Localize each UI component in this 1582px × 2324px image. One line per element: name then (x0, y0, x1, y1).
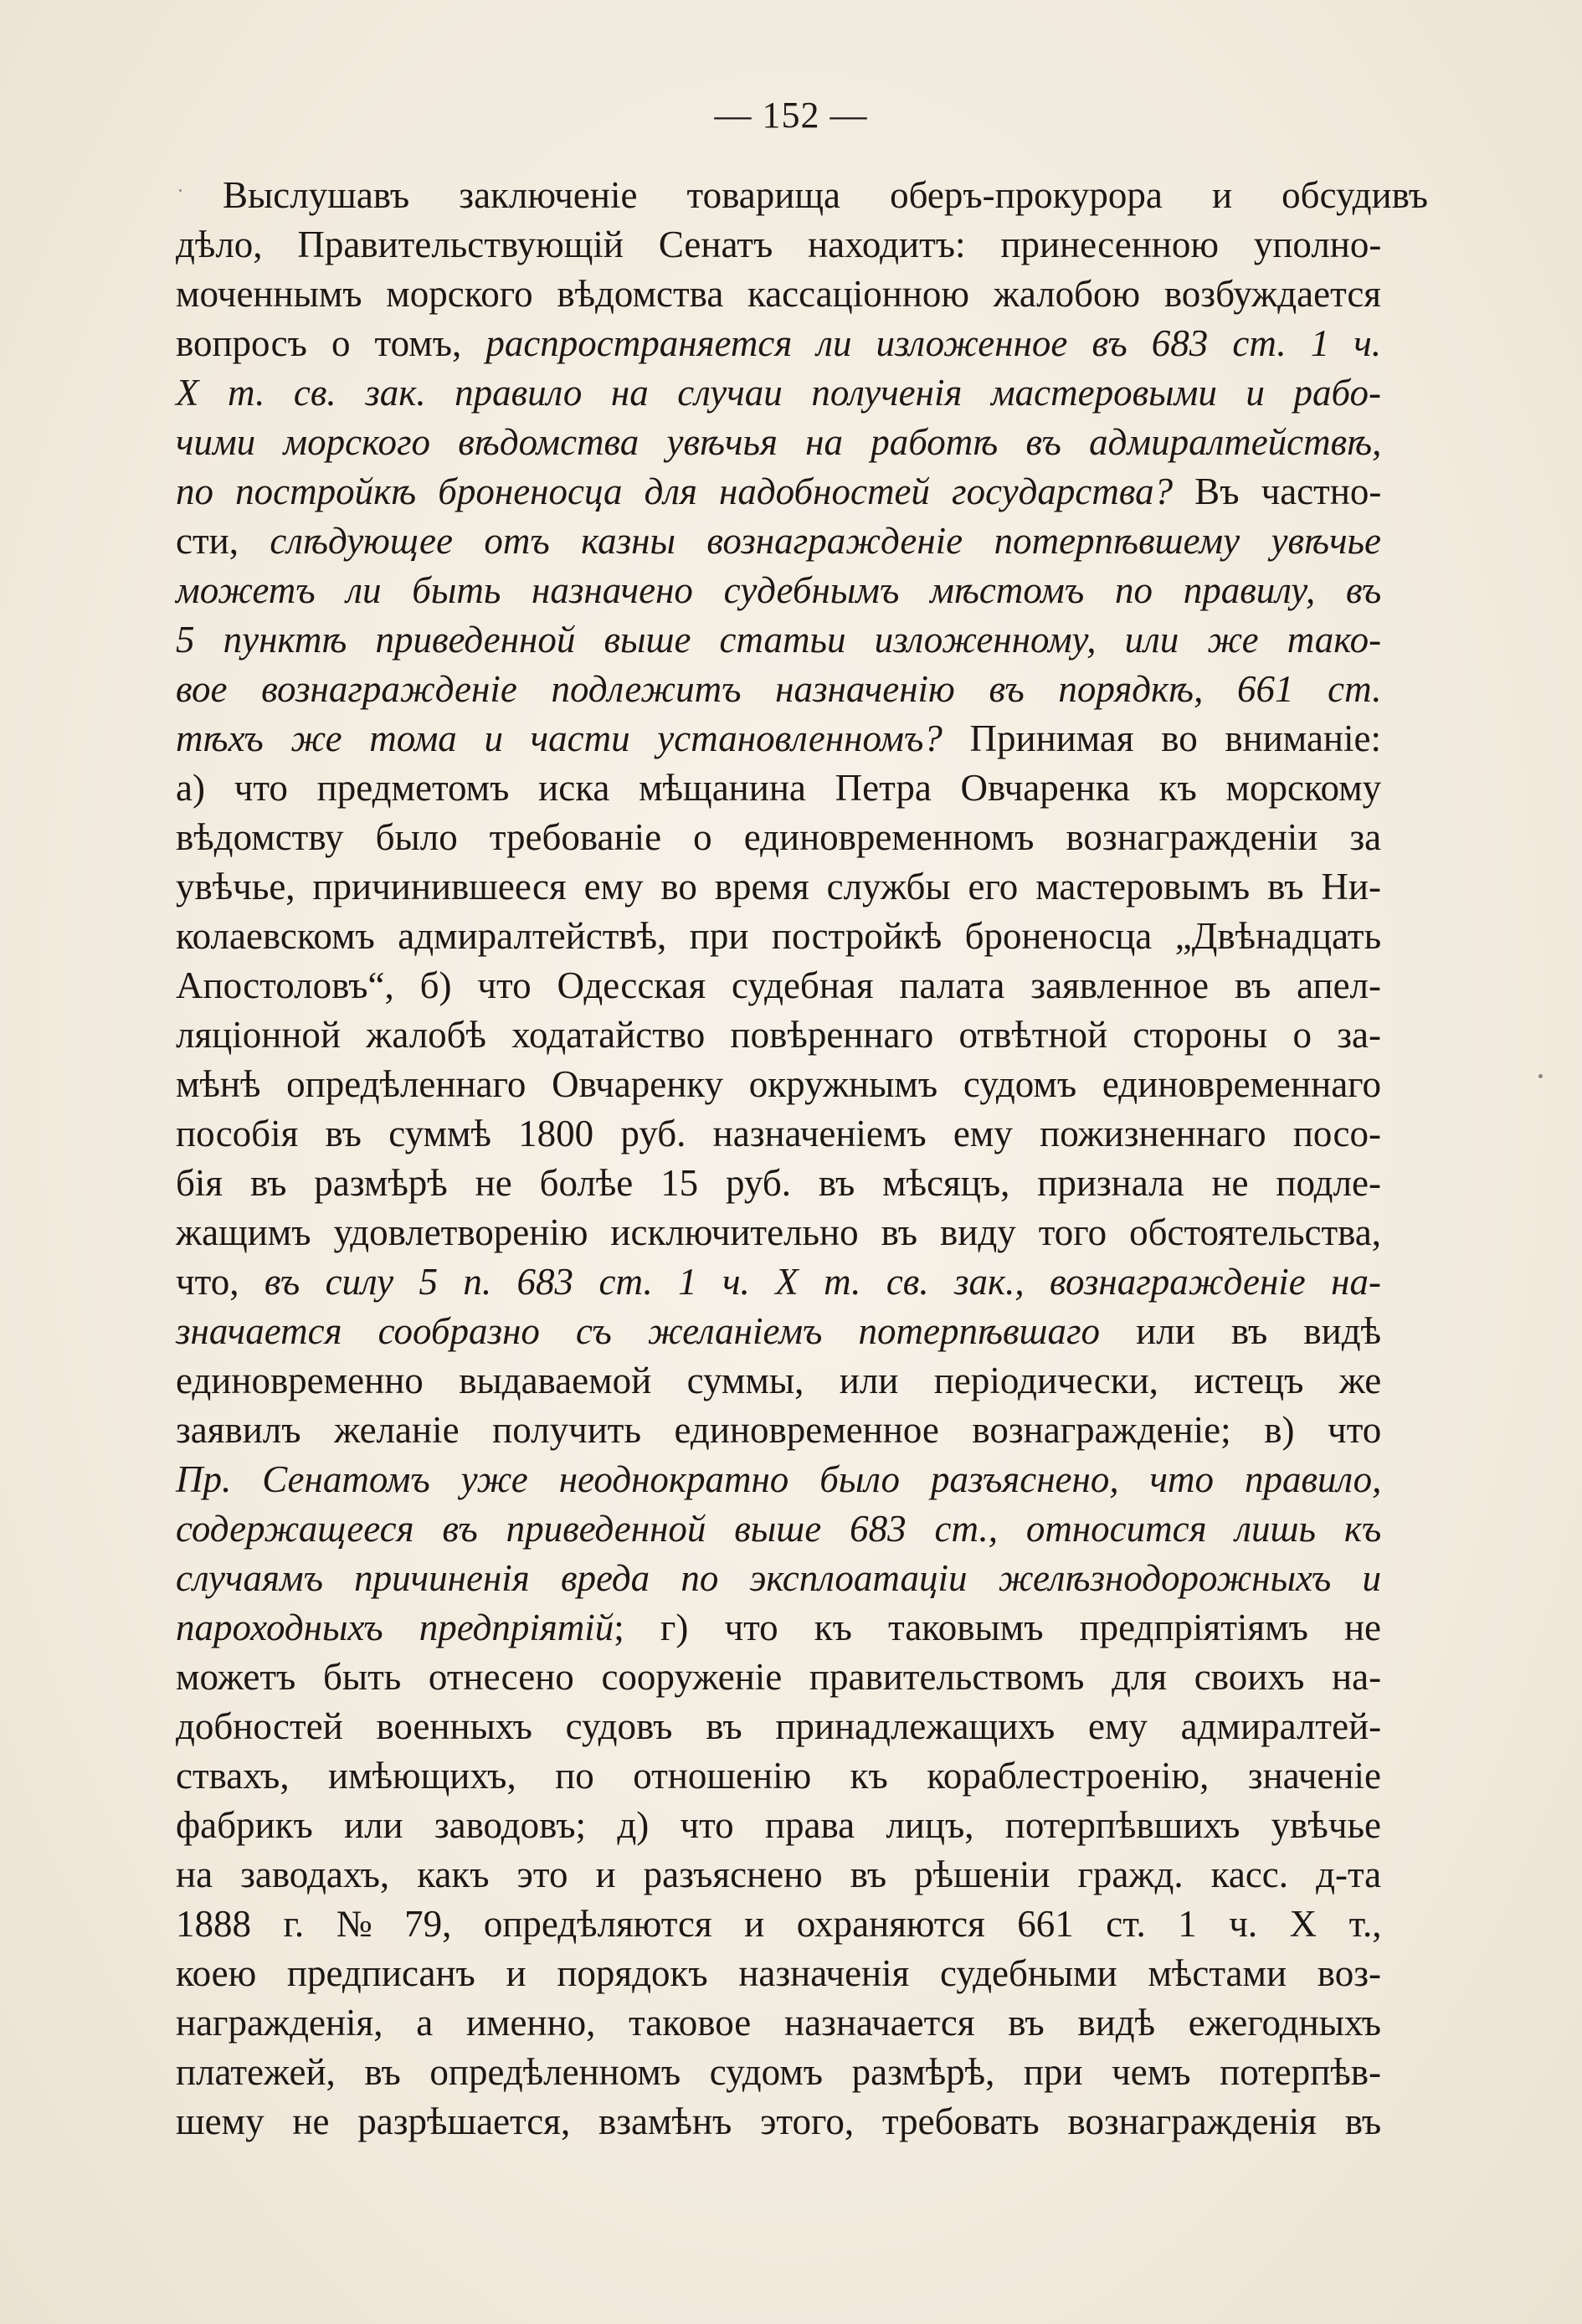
text-run: пособія въ суммѣ 1800 руб. назначеніемъ ему пожизненнаго посо- (176, 1113, 1381, 1154)
body-text (176, 171, 1428, 2147)
text-run: колаевскомъ адмиралтействѣ, при постройкѣ броненосца „Двѣнадцать (176, 915, 1382, 957)
text-line (176, 418, 1381, 467)
page-number: — 152 — (714, 95, 868, 136)
italic-text-run: слѣдующее отъ казны вознагражденіе потерпѣвшему увѣчье (270, 520, 1381, 562)
text-run: Въ частно- (1173, 470, 1382, 512)
text-line (176, 1109, 1381, 1159)
text-line (176, 1751, 1381, 1801)
text-run: сти, (176, 520, 270, 562)
text-line (176, 961, 1381, 1010)
text-line (176, 714, 1381, 764)
text-line (176, 862, 1381, 912)
text-line (176, 2097, 1381, 2147)
text-line (176, 1455, 1381, 1504)
text-run: коею предписанъ и порядокъ назначенія судебными мѣстами воз- (176, 1952, 1381, 1994)
text-run: дѣло, Правительствующій Сенатъ находитъ: принесенною уполно- (176, 224, 1382, 265)
text-run: 1888 г. № 79, опредѣляются и охраняются 661 ст. 1 ч. X т., (176, 1903, 1382, 1945)
text-line (176, 615, 1381, 665)
italic-text-run: тѣхъ же тома и части установленномъ? (176, 717, 943, 759)
text-line (176, 1257, 1381, 1307)
text-run: единовременно выдаваемой суммы, или періодически, истецъ же (176, 1360, 1382, 1401)
paper-speck (179, 189, 182, 192)
text-line (176, 1653, 1381, 1702)
italic-text-run: вое вознагражденіе подлежитъ назначенію въ порядкѣ, 661 ст. (176, 668, 1382, 710)
text-line (176, 912, 1381, 961)
text-run: ; г) что къ таковымъ предпріятіямъ не (614, 1607, 1382, 1648)
italic-text-run: значается сообразно съ желаніемъ потерпѣвшаго (176, 1310, 1101, 1352)
text-line (176, 368, 1381, 418)
italic-text-run: чими морского вѣдомства увѣчья на работѣ въ адмиралтействѣ, (176, 421, 1382, 463)
text-line (176, 1998, 1381, 2048)
text-line (176, 1850, 1381, 1900)
text-line (176, 1949, 1381, 1998)
italic-text-run: по постройкѣ броненосца для надобностей государства? (176, 470, 1174, 512)
italic-text-run: X т. св. зак. правило на случаи полученія мастеровыми и рабо- (176, 372, 1381, 414)
text-line (176, 1159, 1381, 1208)
text-line (176, 1702, 1381, 1751)
text-run: Выслушавъ заключеніе товарища оберъ-прокурора и обсудивъ (223, 174, 1428, 216)
text-line (176, 319, 1381, 368)
text-line (176, 517, 1381, 566)
text-line (176, 1554, 1381, 1603)
text-line (176, 764, 1381, 813)
text-run: можетъ быть отнесено сооруженіе правительствомъ для своихъ на- (176, 1656, 1382, 1698)
text-run: увѣчье, причинившееся ему во время службы его мастеровымъ въ Ни- (176, 866, 1381, 907)
italic-text-run: содержащееся въ приведенной выше 683 ст., относится лишь къ (176, 1508, 1382, 1550)
text-run: или въ видѣ (1100, 1310, 1382, 1352)
italic-text-run: 5 пунктѣ приведенной выше статьи изложенному, или же тако- (176, 619, 1382, 661)
text-line (176, 270, 1381, 319)
text-line (176, 1603, 1381, 1653)
text-run: награжденія, а именно, таковое назначается въ видѣ ежегодныхъ (176, 2002, 1381, 2044)
text-run: Апостоловъ“, б) что Одесская судебная палата заявленное въ апел- (176, 964, 1381, 1006)
text-line (176, 566, 1381, 615)
text-line (176, 1801, 1381, 1850)
text-run: а) что предметомъ иска мѣщанина Петра Овчаренка къ морскому (176, 767, 1382, 809)
text-line (176, 1406, 1381, 1455)
text-run: заявилъ желаніе получить единовременное вознагражденіе; в) что (176, 1409, 1382, 1451)
text-run: на заводахъ, какъ это и разъяснено въ рѣшеніи гражд. касс. д-та (176, 1854, 1382, 1895)
text-run: мѣнѣ опредѣленнаго Овчаренку окружнымъ судомъ единовременнаго (176, 1063, 1381, 1105)
text-run: что, (176, 1261, 265, 1303)
text-line (176, 1900, 1381, 1949)
text-line (176, 665, 1381, 714)
text-line (176, 1356, 1381, 1406)
text-run: добностей военныхъ судовъ въ принадлежащихъ ему адмиралтей- (176, 1705, 1382, 1747)
text-line (176, 2048, 1381, 2097)
text-run: бія въ размѣрѣ не болѣе 15 руб. въ мѣсяцъ, признала не подле- (176, 1162, 1381, 1204)
text-run: шему не разрѣшается, взамѣнъ этого, требовать вознагражденія въ (176, 2100, 1382, 2142)
italic-text-run: распространяется ли изложенное въ 683 ст. 1 ч. (485, 322, 1381, 364)
italic-text-run: можетъ ли быть назначено судебнымъ мѣстомъ по правилу, въ (176, 569, 1382, 611)
text-run: фабрикъ или заводовъ; д) что права лицъ, потерпѣвшихъ увѣчье (176, 1804, 1381, 1846)
text-run: вопросъ о томъ, (176, 322, 486, 364)
italic-text-run: Пр. Сенатомъ уже неоднократно было разъяснено, что правило, (176, 1458, 1382, 1500)
paper-speck (1538, 1074, 1543, 1078)
text-run: жащимъ удовлетворенію исключительно въ виду того обстоятельства, (176, 1211, 1381, 1253)
italic-text-run: случаямъ причиненія вреда по эксплоатаціи желѣзнодорожныхъ и (176, 1557, 1382, 1599)
text-line (176, 813, 1381, 862)
text-line (176, 467, 1381, 517)
text-run: вѣдомству было требованіе о единовременномъ вознагражденіи за (176, 816, 1382, 858)
text-run: ствахъ, имѣющихъ, по отношенію къ кораблестроенію, значеніе (176, 1755, 1381, 1797)
text-line (176, 1208, 1381, 1257)
text-line (176, 171, 1428, 220)
text-line (176, 1060, 1381, 1109)
italic-text-run: пароходныхъ предпріятій (176, 1607, 614, 1648)
text-line (176, 1504, 1381, 1554)
text-run: Принимая во вниманіе: (942, 717, 1381, 759)
italic-text-run: въ силу 5 п. 683 ст. 1 ч. X т. св. зак., вознагражденіе на- (264, 1261, 1381, 1303)
text-run: моченнымъ морского вѣдомства кассаціонною жалобою возбуждается (176, 273, 1381, 315)
text-line (176, 220, 1381, 270)
text-line (176, 1307, 1381, 1356)
text-line (176, 1010, 1381, 1060)
text-run: платежей, въ опредѣленномъ судомъ размѣрѣ, при чемъ потерпѣв- (176, 2051, 1381, 2093)
text-run: ляціонной жалобѣ ходатайство повѣреннаго отвѣтной стороны о за- (176, 1014, 1381, 1056)
